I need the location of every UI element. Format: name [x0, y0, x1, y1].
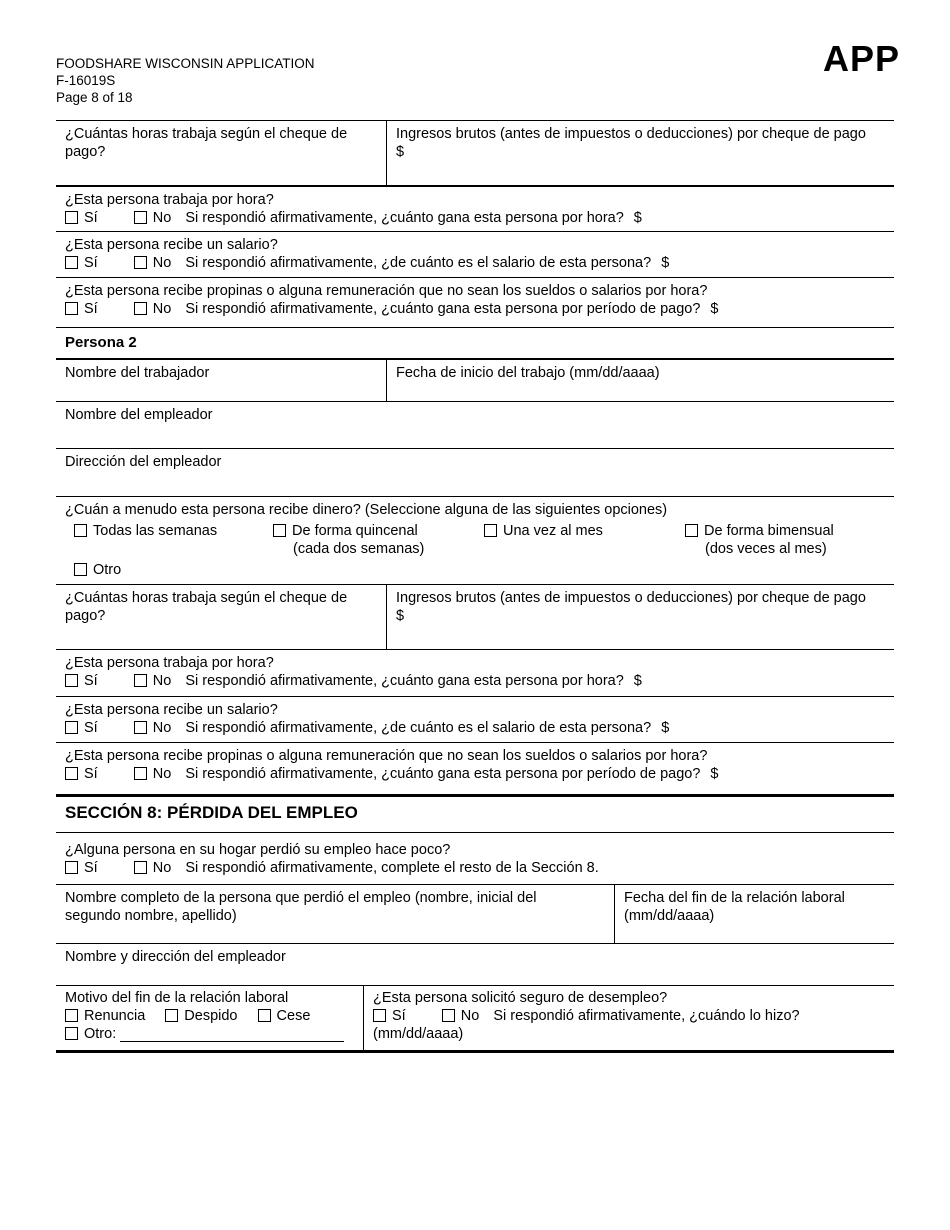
p2-freq-other-checkbox[interactable] [74, 563, 87, 576]
p2-hourly-row: ¿Esta persona trabaja por hora? Sí No Si respondió afirmativamente, ¿cuánto gana esta persona por hora? $ [56, 649, 894, 696]
p2-tips-no-checkbox[interactable] [134, 767, 147, 780]
form-header [56, 55, 315, 106]
p1-hours-gross-row [56, 120, 894, 185]
p2-freq-monthly-option[interactable]: Una vez al mes [484, 522, 603, 540]
p2-freq-semimonthly-checkbox[interactable] [685, 524, 698, 537]
p2-freq-biweekly-checkbox[interactable] [273, 524, 286, 537]
p2-tips-row: ¿Esta persona recibe propinas o alguna remuneración que no sean los sueldos o salarios por hora? Sí No Si respondió afirmativamente, ¿cuánto gana esta persona por período de pago? $ [56, 742, 894, 794]
s8-unemployment-no-checkbox[interactable] [442, 1009, 455, 1022]
p2-employer-name-field[interactable]: Nombre del empleador [65, 407, 213, 423]
p2-frequency-question: ¿Cuán a menudo esta persona recibe dinero? (Seleccione alguna de las siguientes opciones) [65, 502, 668, 518]
s8-unemployment-question: ¿Esta persona solicitó seguro de desempleo? [373, 990, 668, 1006]
p1-hours-field[interactable]: ¿Cuántas horas trabaja según el cheque de pago? [65, 126, 348, 160]
p2-start-date-field[interactable]: Fecha de inicio del trabajo (mm/dd/aaaa) [386, 360, 894, 401]
p1-tips-row: ¿Esta persona recibe propinas o alguna remuneración que no sean los sueldos o salarios por hora? Sí No Si respondió afirmativamente, ¿cuánto gana esta persona por período de pago? $ [56, 277, 894, 327]
app-badge: APP [822, 38, 900, 79]
s8-reason-label: Motivo del fin de la relación laboral [65, 990, 289, 1006]
p2-employer-name-row [56, 401, 894, 448]
p1-tips-yes-checkbox[interactable] [65, 302, 78, 315]
p2-salary-question: ¿Esta persona recibe un salario? [65, 702, 278, 718]
section8-heading-row [56, 794, 894, 832]
s8-reason-unemployment-row: Motivo del fin de la relación laboral Renuncia Despido Cese Otro: ¿Esta persona solicitó seguro de desempleo? Sí No Si respondió afirmativamente, ¿cuándo lo hizo? (mm/dd/aaaa) [56, 985, 894, 1050]
s8-lost-job-yes-checkbox[interactable] [65, 861, 78, 874]
p2-hours-gross-row [56, 584, 894, 649]
p2-worker-name-field[interactable]: Nombre del trabajador [65, 365, 210, 381]
person2-title: Persona 2 [65, 334, 137, 351]
p1-salary-no-checkbox[interactable] [134, 256, 147, 269]
form-number: F-16019S [56, 73, 116, 88]
p2-tips-yes-checkbox[interactable] [65, 767, 78, 780]
s8-reason-other-input[interactable] [120, 1027, 344, 1042]
p1-gross-field[interactable]: Ingresos brutos (antes de impuestos o deducciones) por cheque de pago $ [386, 121, 894, 185]
p2-gross-field[interactable]: Ingresos brutos (antes de impuestos o deducciones) por cheque de pago $ [386, 585, 894, 649]
p2-freq-monthly-checkbox[interactable] [484, 524, 497, 537]
p2-hourly-no-checkbox[interactable] [134, 674, 147, 687]
s8-name-date-row [56, 884, 894, 943]
p2-frequency-row [56, 496, 894, 584]
p2-freq-other-option[interactable]: Otro [74, 561, 121, 579]
p1-tips-no-checkbox[interactable] [134, 302, 147, 315]
p1-hourly-yes-checkbox[interactable] [65, 211, 78, 224]
section8-title: SECCIÓN 8: PÉRDIDA DEL EMPLEO [65, 803, 358, 822]
p1-salary-yes-checkbox[interactable] [65, 256, 78, 269]
p2-salary-no-checkbox[interactable] [134, 721, 147, 734]
p2-freq-biweekly-option[interactable]: De forma quincenal (cada dos semanas) [273, 522, 424, 558]
s8-unemployment-yes-checkbox[interactable] [373, 1009, 386, 1022]
p2-tips-question: ¿Esta persona recibe propinas o alguna remuneración que no sean los sueldos o salarios por hora? [65, 748, 708, 764]
s8-lost-job-row: ¿Alguna persona en su hogar perdió su empleo hace poco? Sí No Si respondió afirmativamente, complete el resto de la Sección 8. [56, 832, 894, 884]
p2-hours-field[interactable]: ¿Cuántas horas trabaja según el cheque de pago? [65, 590, 348, 624]
form-name: FOODSHARE WISCONSIN APPLICATION [56, 56, 315, 71]
s8-employer-row [56, 943, 894, 985]
p2-hourly-question: ¿Esta persona trabaja por hora? [65, 655, 274, 671]
p1-tips-question: ¿Esta persona recibe propinas o alguna remuneración que no sean los sueldos o salarios por hora? [65, 283, 708, 299]
page-number: Page 8 of 18 [56, 90, 133, 105]
p2-worker-row [56, 358, 894, 401]
p1-hourly-question: ¿Esta persona trabaja por hora? [65, 192, 274, 208]
p1-salary-question: ¿Esta persona recibe un salario? [65, 237, 278, 253]
p2-salary-yes-checkbox[interactable] [65, 721, 78, 734]
form-bottom-rule [56, 1050, 894, 1053]
p1-salary-row: ¿Esta persona recibe un salario? Sí No Si respondió afirmativamente, ¿de cuánto es el salario de esta persona? $ [56, 231, 894, 277]
s8-reason-layoff-checkbox[interactable] [258, 1009, 271, 1022]
application-form [56, 120, 894, 1053]
p1-hourly-row: ¿Esta persona trabaja por hora? Sí No Si respondió afirmativamente, ¿cuánto gana esta persona por hora? $ [56, 185, 894, 231]
p2-freq-weekly-checkbox[interactable] [74, 524, 87, 537]
p2-freq-weekly-option[interactable]: Todas las semanas [74, 522, 217, 540]
s8-reason-fired-checkbox[interactable] [165, 1009, 178, 1022]
p2-freq-semimonthly-option[interactable]: De forma bimensual (dos veces al mes) [685, 522, 834, 558]
p2-employer-address-row [56, 448, 894, 496]
s8-reason-quit-checkbox[interactable] [65, 1009, 78, 1022]
p2-salary-row: ¿Esta persona recibe un salario? Sí No Si respondió afirmativamente, ¿de cuánto es el salario de esta persona? $ [56, 696, 894, 742]
s8-end-date-field[interactable]: Fecha del fin de la relación laboral (mm/dd/aaaa) [614, 885, 894, 943]
s8-lost-job-question: ¿Alguna persona en su hogar perdió su empleo hace poco? [65, 842, 451, 858]
p2-employer-address-field[interactable]: Dirección del empleador [65, 454, 222, 470]
s8-full-name-field[interactable]: Nombre completo de la persona que perdió el empleo (nombre, inicial del segundo nombre, apellido) [65, 890, 537, 924]
s8-employer-field[interactable]: Nombre y dirección del empleador [65, 949, 286, 965]
person2-heading-row [56, 327, 894, 358]
p1-hourly-no-checkbox[interactable] [134, 211, 147, 224]
p2-hourly-yes-checkbox[interactable] [65, 674, 78, 687]
s8-reason-other-checkbox[interactable] [65, 1027, 78, 1040]
s8-lost-job-no-checkbox[interactable] [134, 861, 147, 874]
